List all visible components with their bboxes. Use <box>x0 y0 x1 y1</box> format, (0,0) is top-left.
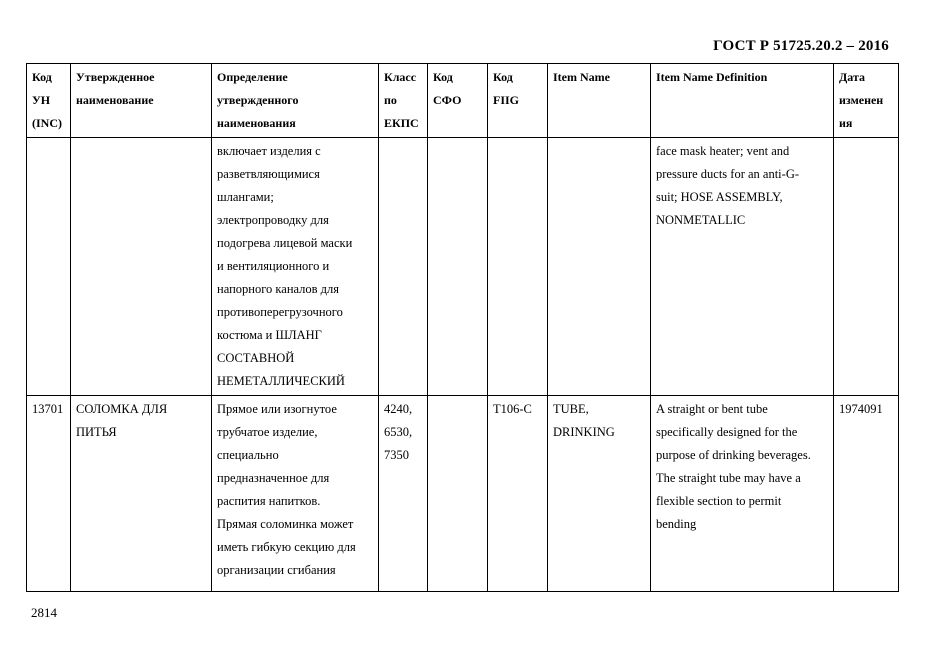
header-line: ЕКПС <box>384 116 419 130</box>
header-line: наименования <box>217 116 296 130</box>
header-sfo <box>428 64 488 138</box>
cell-class <box>379 396 428 592</box>
cell-date <box>834 138 899 396</box>
cell-approved-name <box>71 396 212 592</box>
cell-sfo <box>428 138 488 396</box>
cell-line: СОСТАВНОЙ <box>217 351 295 365</box>
header-line: Item Name <box>553 70 610 84</box>
header-line: Код <box>32 70 52 84</box>
header-item-definition <box>651 64 834 138</box>
header-inc <box>27 64 71 138</box>
cell-inc <box>27 396 71 592</box>
cell-line: костюма и ШЛАНГ <box>217 328 322 342</box>
header-date <box>834 64 899 138</box>
header-line: FIIG <box>493 93 520 107</box>
cell-line: 6530, <box>384 425 413 439</box>
header-row <box>27 64 899 138</box>
cell-line: электропроводку для <box>217 213 329 227</box>
cell-item-definition <box>651 138 834 396</box>
cell-line: Прямое или изогнутое <box>217 402 337 416</box>
cell-line: NONMETALLIC <box>656 213 746 227</box>
cell-class <box>379 138 428 396</box>
document-code: ГОСТ Р 51725.20.2 – 2016 <box>713 38 889 54</box>
cell-item-definition <box>651 396 834 592</box>
header-line: утвержденного <box>217 93 299 107</box>
cell-line: трубчатое изделие, <box>217 425 318 439</box>
cell-line: TUBE, <box>553 402 589 416</box>
cell-line: 4240, <box>384 402 413 416</box>
cell-line: и вентиляционного и <box>217 259 330 273</box>
cell-line: предназначенное для <box>217 471 330 485</box>
cell-approved-name <box>71 138 212 396</box>
cell-date <box>834 396 899 592</box>
cell-line: включает изделия с <box>217 144 321 158</box>
cell-line: СОЛОМКА ДЛЯ <box>76 402 168 416</box>
cell-definition <box>212 396 379 592</box>
header-line: (INC) <box>32 116 62 130</box>
header-line: Класс <box>384 70 417 84</box>
cell-line: specifically designed for the <box>656 425 798 439</box>
header-line: СФО <box>433 93 462 107</box>
cell-fiig <box>488 138 548 396</box>
cell-line: НЕМЕТАЛЛИЧЕСКИЙ <box>217 374 345 388</box>
header-definition <box>212 64 379 138</box>
cell-line: Прямая соломинка может <box>217 517 354 531</box>
cell-line: распития напитков. <box>217 494 321 508</box>
cell-line: иметь гибкую секцию для <box>217 540 356 554</box>
cell-line: A straight or bent tube <box>656 402 768 416</box>
cell-line: face mask heater; vent and <box>656 144 790 158</box>
page-number: 2814 <box>31 605 57 620</box>
cell-line: DRINKING <box>553 425 615 439</box>
cell-line: организации сгибания <box>217 563 336 577</box>
header-fiig <box>488 64 548 138</box>
header-line: Утвержденное <box>76 70 155 84</box>
header-class <box>379 64 428 138</box>
cell-definition <box>212 138 379 396</box>
header-line: ия <box>839 116 853 130</box>
cell-line: pressure ducts for an anti-G- <box>656 167 800 181</box>
header-approved-name <box>71 64 212 138</box>
cell-line: T106-C <box>493 402 532 416</box>
cell-line: The straight tube may have a <box>656 471 801 485</box>
cell-line: разветвляющимися <box>217 167 320 181</box>
cell-item-name <box>548 396 651 592</box>
header-line: Код <box>493 70 513 84</box>
header-line: Item Name Definition <box>656 70 768 84</box>
header-line: по <box>384 93 397 107</box>
cell-line: напорного каналов для <box>217 282 340 296</box>
cell-line: purpose of drinking beverages. <box>656 448 811 462</box>
header-line: Определение <box>217 70 288 84</box>
cell-line: flexible section to permit <box>656 494 782 508</box>
cell-inc <box>27 138 71 396</box>
cell-line: специально <box>217 448 279 462</box>
cell-line: противоперегрузочного <box>217 305 343 319</box>
cell-sfo <box>428 396 488 592</box>
header-line: наименование <box>76 93 154 107</box>
header-line: изменен <box>839 93 884 107</box>
header-line: Дата <box>839 70 865 84</box>
cell-line: 1974091 <box>839 402 883 416</box>
cell-line: suit; HOSE ASSEMBLY, <box>656 190 783 204</box>
cell-line: подогрева лицевой маски <box>217 236 353 250</box>
cell-line: шлангами; <box>217 190 274 204</box>
cell-line: 13701 <box>32 402 64 416</box>
table-row <box>27 396 899 592</box>
cell-line: bending <box>656 517 697 531</box>
header-line: УН <box>32 93 51 107</box>
cell-item-name <box>548 138 651 396</box>
header-line: Код <box>433 70 453 84</box>
cell-line: ПИТЬЯ <box>76 425 117 439</box>
table-row <box>27 138 899 396</box>
cell-fiig <box>488 396 548 592</box>
header-item-name <box>548 64 651 138</box>
cell-line: 7350 <box>384 448 409 462</box>
catalog-table <box>26 63 899 592</box>
